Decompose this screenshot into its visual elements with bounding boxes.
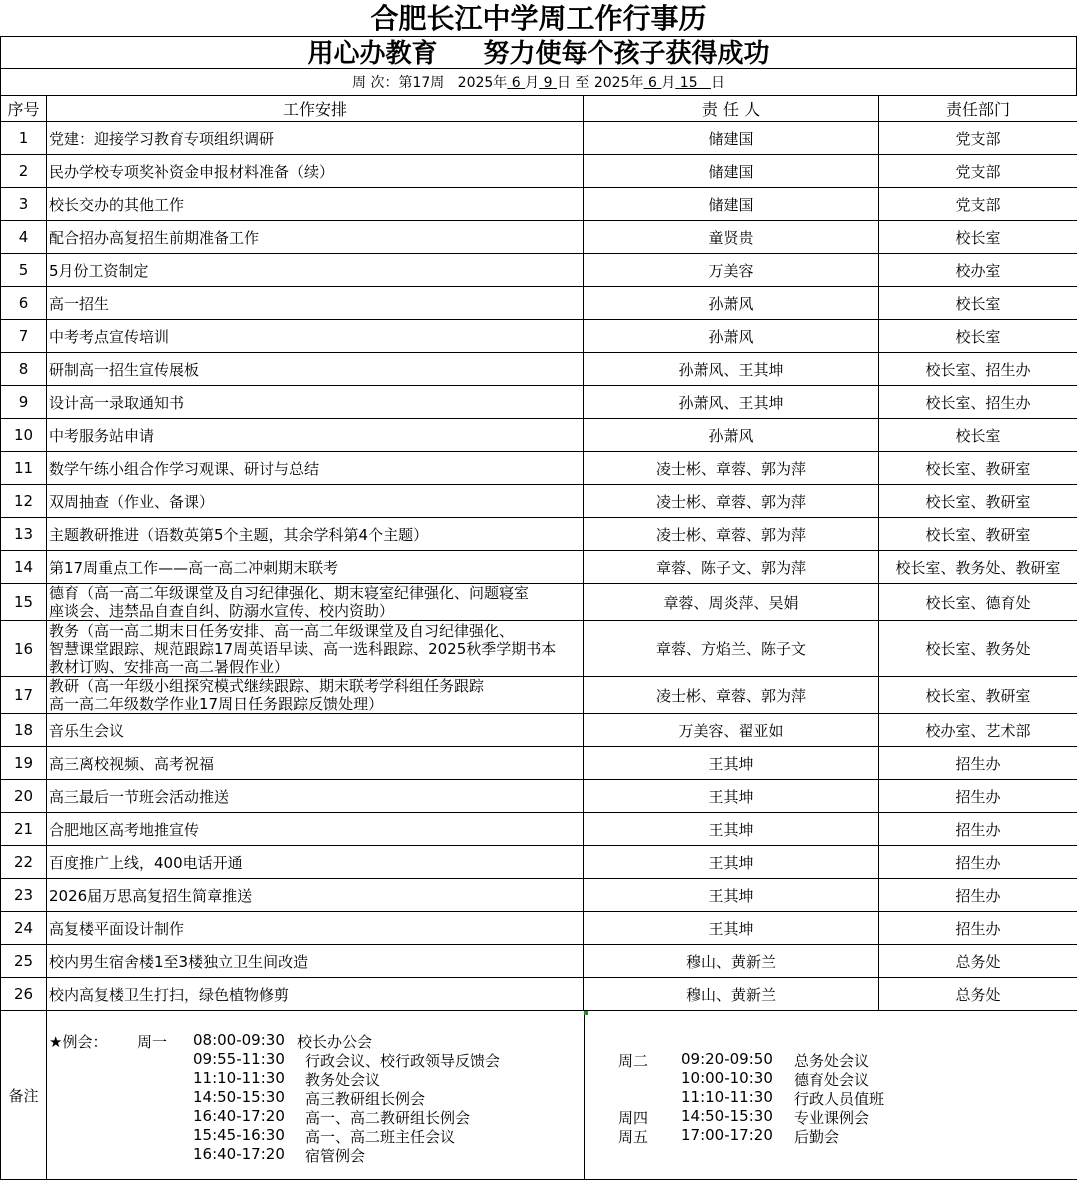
table-header [1,96,1077,122]
row-task: 高三离校视频、高考祝福 [47,747,584,780]
meeting-time: 16:40-17:20 [193,1145,285,1163]
table-row [1,945,1077,978]
cell-marker-icon [584,1011,588,1015]
table-row [1,621,1077,677]
row-task: 数学午练小组合作学习观课、研讨与总结 [47,452,584,485]
row-person: 储建国 [584,188,879,221]
row-task: 高一招生 [47,287,584,320]
meeting-time: 17:00-17:20 [681,1126,773,1144]
meeting-event: 总务处会议 [794,1052,870,1070]
motto-part1: 用心办教育 [307,39,438,69]
meeting-event: 行政会议、校行政领导反馈会 [305,1052,501,1070]
meeting-time: 11:10-11:30 [681,1088,773,1106]
row-number: 17 [1,677,47,714]
row-person: 孙萧风、王其坤 [584,353,879,386]
remarks-content [47,1011,1077,1180]
header-no: 序号 [1,96,47,122]
row-dept: 校长室、招生办 [879,353,1077,386]
row-person: 孙萧风 [584,320,879,353]
meeting-time: 14:50-15:30 [681,1107,773,1125]
row-number: 21 [1,813,47,846]
row-task: 中考服务站申请 [47,419,584,452]
row-number: 12 [1,485,47,518]
remarks-day: 周一 [137,1033,168,1051]
task-line: 高一高二年级数学作业17周日任务跟踪反馈处理） [49,695,384,713]
task-line: 教材订购、安排高一高二暑假作业） [49,657,290,676]
row-task: 5月份工资制定 [47,254,584,287]
row-number: 7 [1,320,47,353]
table-row [1,551,1077,584]
row-person: 凌士彬、章蓉、郭为萍 [584,518,879,551]
row-dept: 招生办 [879,780,1077,813]
table-row [1,780,1077,813]
remarks-label: 备注 [1,1011,47,1180]
row-number: 2 [1,155,47,188]
task-line: 智慧课堂跟踪、规范跟踪17周英语早读、高一选科跟踪、2025秋季学期书本 [49,639,557,658]
header-person: 责 任 人 [584,96,879,122]
row-task: 党建：迎接学习教育专项组织调研 [47,122,584,155]
task-line: 德育（高一高二年级课堂及自习纪律强化、期末寝室纪律强化、问题寝室 [49,584,530,602]
row-task: 校内男生宿舍楼1至3楼独立卫生间改造 [47,945,584,978]
meeting-event: 德育处会议 [794,1071,870,1089]
meeting-event: 校长办公会 [297,1033,373,1051]
row-person: 王其坤 [584,879,879,912]
row-person: 王其坤 [584,846,879,879]
table-row [1,353,1077,386]
motto-row [0,36,1077,69]
row-number: 15 [1,584,47,621]
page-title: 合肥长江中学周工作行事历 [370,2,707,35]
row-number: 14 [1,551,47,584]
row-dept: 校长室 [879,287,1077,320]
row-person: 穆山、黄新兰 [584,945,879,978]
row-task: 配合招办高复招生前期准备工作 [47,221,584,254]
row-task: 双周抽查（作业、备课） [47,485,584,518]
header-dept: 责任部门 [879,96,1077,122]
row-number: 16 [1,621,47,677]
row-task: 高三最后一节班会活动推送 [47,780,584,813]
row-person: 王其坤 [584,747,879,780]
row-person: 孙萧风 [584,419,879,452]
table-row [1,155,1077,188]
row-task: 校内高复楼卫生打扫，绿色植物修剪 [47,978,584,1011]
row-number: 18 [1,714,47,747]
row-task: 高复楼平面设计制作 [47,912,584,945]
row-number: 24 [1,912,47,945]
row-person: 孙萧风 [584,287,879,320]
table-row [1,518,1077,551]
row-task: 民办学校专项奖补资金申报材料准备（续） [47,155,584,188]
motto-part2: 努力使每个孩子获得成功 [483,39,770,69]
row-number: 23 [1,879,47,912]
row-dept: 校长室 [879,221,1077,254]
row-dept: 校长室、教研室 [879,452,1077,485]
row-number: 6 [1,287,47,320]
row-number: 4 [1,221,47,254]
row-person: 凌士彬、章蓉、郭为萍 [584,485,879,518]
meeting-time: 15:45-16:30 [193,1126,285,1144]
row-person: 凌士彬、章蓉、郭为萍 [584,452,879,485]
row-task [47,584,584,621]
week-range: 周 次：第17周 2025年 6 月 9 日 至 2025年 6 月 15 日 [0,68,1077,96]
row-task: 中考考点宣传培训 [47,320,584,353]
table-row [1,747,1077,780]
table-row [1,452,1077,485]
row-number: 3 [1,188,47,221]
row-person: 童贤贵 [584,221,879,254]
row-person: 万美容、翟亚如 [584,714,879,747]
meeting-time: 16:40-17:20 [193,1107,285,1125]
row-task: 设计高一录取通知书 [47,386,584,419]
table-row [1,287,1077,320]
row-person: 孙萧风、王其坤 [584,386,879,419]
meeting-time: 10:00-10:30 [681,1069,773,1087]
row-dept: 校长室、教务处、教研室 [879,551,1077,584]
meeting-time: 09:20-09:50 [681,1050,773,1068]
row-dept: 招生办 [879,879,1077,912]
row-number: 1 [1,122,47,155]
row-task: 合肥地区高考地推宣传 [47,813,584,846]
row-dept: 总务处 [879,945,1077,978]
row-person: 王其坤 [584,912,879,945]
row-task: 校长交办的其他工作 [47,188,584,221]
row-dept: 校长室、德育处 [879,584,1077,621]
remarks-day: 周四 [618,1109,649,1127]
row-number: 22 [1,846,47,879]
row-dept: 党支部 [879,122,1077,155]
meeting-event: 高三教研组长例会 [305,1090,426,1108]
row-number: 25 [1,945,47,978]
row-number: 11 [1,452,47,485]
meeting-time: 09:55-11:30 [193,1050,285,1068]
table-row [1,813,1077,846]
row-person: 章蓉、方焰兰、陈子文 [584,621,879,677]
task-line: 座谈会、违禁品自查自纠、防溺水宣传、校内资助） [49,602,395,620]
table-row [1,122,1077,155]
row-number: 9 [1,386,47,419]
row-task [47,677,584,714]
meeting-time: 14:50-15:30 [193,1088,285,1106]
table-row [1,485,1077,518]
row-dept: 校办室 [879,254,1077,287]
row-dept: 校长室 [879,320,1077,353]
to-label: 至 [575,75,590,91]
row-person: 章蓉、周炎萍、吴娟 [584,584,879,621]
row-number: 20 [1,780,47,813]
row-person: 万美容 [584,254,879,287]
table-row [1,419,1077,452]
row-dept: 招生办 [879,846,1077,879]
schedule-table [0,95,1077,1180]
row-number: 13 [1,518,47,551]
row-task: 研制高一招生宣传展板 [47,353,584,386]
row-dept: 校长室、教研室 [879,485,1077,518]
row-person: 储建国 [584,155,879,188]
row-dept: 招生办 [879,912,1077,945]
row-dept: 招生办 [879,747,1077,780]
meeting-event: 后勤会 [794,1128,840,1146]
end-month: 6 [647,75,657,91]
start-year: 2025年 [457,75,508,91]
meeting-event: 高一、高二教研组长例会 [305,1109,471,1127]
row-person: 储建国 [584,122,879,155]
remarks-day: 周五 [618,1128,649,1146]
table-row [1,846,1077,879]
meeting-time: 11:10-11:30 [193,1069,285,1087]
meeting-event: 行政人员值班 [794,1090,885,1108]
table-row [1,677,1077,714]
meeting-event: 专业课例会 [794,1109,870,1127]
row-dept: 校长室、教研室 [879,677,1077,714]
remarks-divider [584,1011,585,1179]
remarks-row [1,1011,1077,1180]
row-dept: 校长室 [879,419,1077,452]
meeting-time: 08:00-09:30 [193,1031,285,1049]
table-row [1,386,1077,419]
row-person: 章蓉、陈子文、郭为萍 [584,551,879,584]
table-row [1,188,1077,221]
meeting-event: 教务处会议 [305,1071,381,1089]
row-person: 王其坤 [584,780,879,813]
row-number: 19 [1,747,47,780]
row-dept: 总务处 [879,978,1077,1011]
row-person: 王其坤 [584,813,879,846]
task-line: 教务（高一高二期末日任务安排、高一高二年级课堂及自习纪律强化、 [49,621,515,640]
row-task [47,621,584,677]
table-row [1,584,1077,621]
table-row [1,221,1077,254]
row-number: 10 [1,419,47,452]
row-dept: 党支部 [879,188,1077,221]
row-dept: 校长室、招生办 [879,386,1077,419]
row-person: 穆山、黄新兰 [584,978,879,1011]
table-row [1,714,1077,747]
table-row [1,320,1077,353]
row-number: 5 [1,254,47,287]
remarks-day: 周二 [618,1052,649,1070]
row-task: 第17周重点工作——高一高二冲刺期末联考 [47,551,584,584]
header-task: 工作安排 [47,96,584,122]
row-dept: 校长室、教务处 [879,621,1077,677]
table-row [1,879,1077,912]
end-year: 2025年 [593,75,644,91]
start-month: 6 [511,75,521,91]
table-row [1,912,1077,945]
task-line: 教研（高一年级小组探究模式继续跟踪、期末联考学科组任务跟踪 [49,677,485,695]
row-task: 2026届万思高复招生简章推送 [47,879,584,912]
row-dept: 招生办 [879,813,1077,846]
row-task: 音乐生会议 [47,714,584,747]
meeting-event: 宿管例会 [305,1147,366,1165]
row-number: 8 [1,353,47,386]
row-dept: 校办室、艺术部 [879,714,1077,747]
row-task: 百度推广上线，400电话开通 [47,846,584,879]
row-number: 26 [1,978,47,1011]
table-row [1,978,1077,1011]
row-task: 主题教研推进（语数英第5个主题，其余学科第4个主题） [47,518,584,551]
remarks-lead: ★例会： [49,1033,108,1051]
start-day: 9 [543,75,553,91]
row-dept: 校长室、教研室 [879,518,1077,551]
row-dept: 党支部 [879,155,1077,188]
row-person: 凌士彬、章蓉、郭为萍 [584,677,879,714]
end-day: 15 [679,75,698,91]
week-prefix: 周 次：第17周 [352,75,445,91]
table-row [1,254,1077,287]
meeting-event: 高一、高二班主任会议 [305,1128,456,1146]
